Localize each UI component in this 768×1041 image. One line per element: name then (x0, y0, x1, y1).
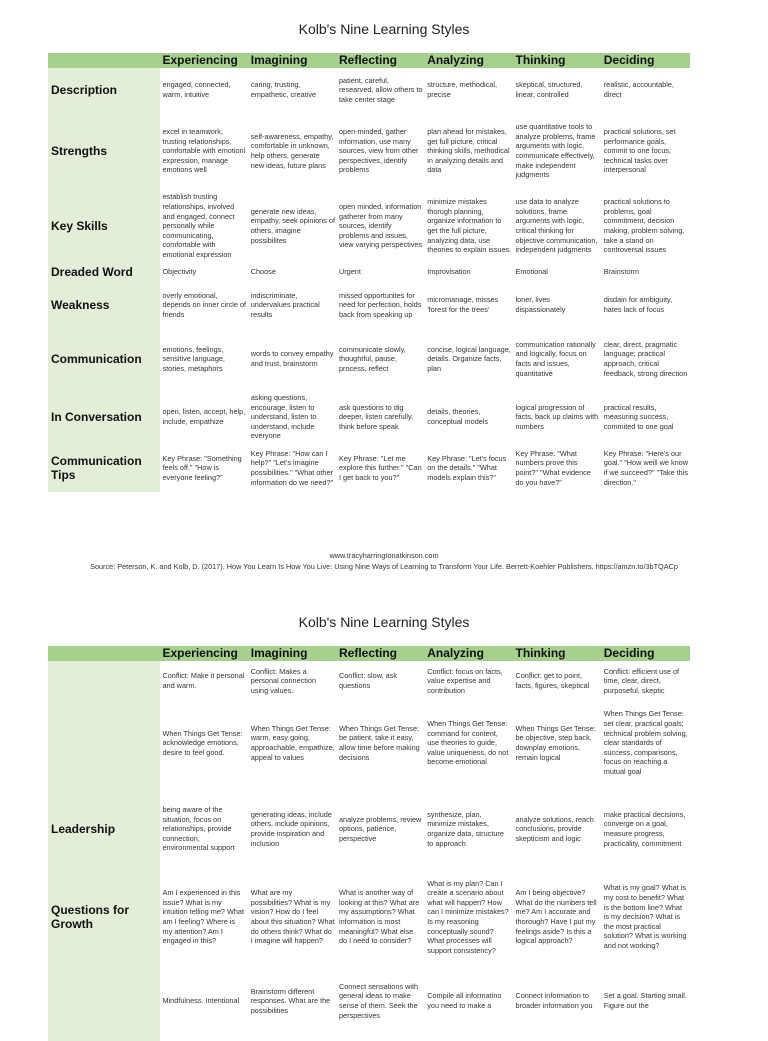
row-label-row-2 (48, 701, 160, 785)
table-cell: Connect sensations with general ideas to make sense of them. Seek the perspectives (338, 981, 419, 1020)
table-cell: make practical decisions, converge on a goal, measure progress, practicality, commitment (603, 809, 686, 848)
table-cell: open minded, information gatherer from many sources, identify problems and issues, view varying perspectives (338, 202, 423, 250)
table-cell: plan ahead for mistakes, get full picture, critical thinking skills, methodical in analyzing details and data (427, 127, 510, 175)
table-cell: generating ideas, include others, include opinions, provide inspiration and inclusion (250, 809, 332, 848)
row-label-leadership: Leadership (48, 785, 160, 873)
table-row (48, 390, 690, 444)
table-cell: generate new ideas, empathy, seek opinions of others, imagine possibilites (250, 206, 335, 245)
column-header-thinking: Thinking (513, 646, 601, 661)
table-cell: Set a goal. Starting small. Figure out the (603, 991, 687, 1010)
corner-cell (48, 646, 160, 661)
table-cell: When Things Get Tense: command for content, use theories to guide, value uniqueness, do not become emotional (427, 719, 509, 767)
table-cell: ask questions to dig deeper, listen carefully, think before speak (338, 402, 414, 431)
column-header-thinking: Thinking (513, 53, 601, 68)
table-cell: micromanage, misses 'forest for the trees' (427, 295, 499, 314)
table-cell: Urgent (338, 267, 361, 277)
table-cell: realistic, accountable, direct (603, 80, 674, 99)
table-cell: Improvisation (427, 267, 471, 277)
column-header-reflecting: Reflecting (337, 53, 425, 68)
source-citation: Source: Peterson, K. and Kolb, D. (2017). How You Learn Is How You Live: Using Nine Ways of Learning to Transform Your Life. Berrett-Koehler Publishers. https://amzn.to/3bTQACp (90, 562, 678, 571)
table-cell: What is my plan? Can I create a scenario about what will happen? How can I minimize mistakes? Is my reasoning conceptually sound? What processes will support consistency? (427, 878, 509, 955)
table-cell: What is another way of looking at this? What are my assumptions? What information is most meaningful? What else do I need to consider? (338, 888, 420, 946)
table-cell: asking questions, encourage, listen to understand, listen to understand, include everyone (250, 393, 317, 441)
table-cell: Key Phrase: "Here's our goal." "How weill we know if we succeed?" "Take this direction." (603, 448, 689, 487)
column-header-experiencing: Experiencing (160, 53, 248, 68)
table-cell: loner, lives dispassionately (515, 295, 566, 314)
table-row (48, 112, 690, 190)
column-header-deciding: Deciding (602, 646, 690, 661)
row-label-in-conversation: In Conversation (48, 390, 160, 444)
header-row (48, 646, 690, 661)
table-cell: Brainstorm different responses. What are the possibilities (250, 986, 331, 1015)
table-cell: self-awareness, empathy, comfortable in unknown, help others, generate new ideas, future plans (250, 131, 334, 170)
table-cell: When Things Get Tense: be patient, take it easy, allow time before making decisions (338, 723, 420, 762)
table-row (48, 785, 690, 873)
table-cell: Key Phrase: "Something feels off." "How is everyone feeling?" (162, 453, 242, 482)
table-cell: Objectivity (162, 267, 197, 277)
table-row (48, 961, 690, 1041)
table-cell: indiscriminate, undervalues practical results (250, 290, 320, 319)
table-cell: Key Phrase: "Let's focus on the details." "What models explain this?" (427, 453, 507, 482)
table-cell: being aware of the situation, focus on relationships, provide connection, environmental support (162, 805, 235, 853)
table-cell: practical solutions, set performance goals, commit to one focus, technical tasks over interpersonal (603, 127, 676, 175)
table-row (48, 328, 690, 390)
row-label-row-5 (48, 961, 160, 1041)
row-label-communication-tips: Communication Tips (48, 444, 160, 492)
table-row (48, 873, 690, 961)
table-cell: logical progression of facts, back up claims with numbers (515, 402, 599, 431)
learning-styles-table (48, 646, 690, 1041)
table-row (48, 701, 690, 785)
table-cell: skeptical, structured, linear, controlled (515, 80, 583, 99)
table-cell: analyze problems, review options, patience, perspective (338, 814, 422, 843)
row-label-row-1 (48, 661, 160, 701)
column-header-imagining: Imagining (249, 646, 337, 661)
table-cell: structure, methodical, precise (427, 80, 497, 99)
table-cell: Key Phrase: "What numbers prove this point?" "What evidence do you have?" (515, 448, 591, 487)
column-header-reflecting: Reflecting (337, 646, 425, 661)
table-cell: caring, trusting, empathetic, creative (250, 80, 317, 99)
table-cell: Conflict: efficient use of time, clear, direct, purposeful, skeptic (603, 666, 680, 695)
table-row (48, 444, 690, 492)
row-label-questions-for-growth: Questions for Growth (48, 873, 160, 961)
table-cell: Key Phrase: "How can I help?" "Let's imagine possibilities." "What other information do we need?" (250, 448, 334, 487)
source-url: www.tracyharringtonatkinson.com (329, 551, 439, 560)
column-header-deciding: Deciding (602, 53, 690, 68)
table-cell: Conflict: slow, ask questions (338, 671, 397, 690)
table-cell: open, listen, accept, help, include, empathize (162, 407, 246, 426)
table-cell: Conflict: Make it personal and warm. (162, 671, 245, 690)
table-cell: use data to analyze solutions, frame arguments with logic, critical thinking for objective communication, independent judgments (515, 197, 598, 255)
row-label-description: Description (48, 68, 160, 112)
table-cell: When Things Get Tense: set clear, practical goals; technical problem solving, clear standards of success, comparisons, focus on reaching a mutual goal (603, 709, 688, 776)
table-row (48, 190, 690, 262)
table-cell: Connect information to broader information you (515, 991, 593, 1010)
table-cell: Brainstorm (603, 267, 640, 277)
table-cell: synthesize, plan, minimize mistakes, organize data, structure to approach (427, 809, 504, 848)
table-cell: communication rationally and logically, focus on facts and issues, quantitative (515, 339, 596, 378)
table-cell: establish trusting relationships, involved and engaged, connect personally while communicating, comfortable with emotional expression (162, 192, 235, 259)
table-cell: engaged, connected, warm, intuitive (162, 80, 231, 99)
table-cell: clear, direct, pragmatic language; practical approach, critical feedback, strong direction (603, 339, 688, 378)
page-title: Kolb's Nine Learning Styles (298, 614, 470, 630)
row-label-communication: Communication (48, 328, 160, 390)
header-row (48, 53, 690, 68)
table-cell: concise, logical language, details. Organize facts, plan (427, 344, 511, 373)
table-row (48, 282, 690, 328)
table-cell: excel in teamwork, trusting relationships, comfortable with emotionl expression, manage emotions well (162, 127, 246, 175)
learning-styles-table (48, 53, 690, 492)
table-cell: overly emotional, depends on inner circle of friends (162, 290, 247, 319)
table-cell: missed opportunites for need for perfection, holds back from speaking up (338, 290, 422, 319)
table-cell: Conflict: Makes a personal connection using values. (250, 666, 317, 695)
table-cell: open-minded, gather information, use many sources, view from other perspectives, identify problems (338, 127, 419, 175)
table-cell: Mindfulness. Intentional (162, 996, 240, 1006)
corner-cell (48, 53, 160, 68)
table-cell: Am I experienced in this issue? What is my intuition telling me? What am I feeling? Where is my attention? Am I engaged in this? (162, 888, 245, 946)
table-cell: Conflict: get to point, facts, figures, skeptical (515, 671, 590, 690)
column-header-analyzing: Analyzing (425, 646, 513, 661)
row-label-key-skills: Key Skills (48, 190, 160, 262)
table-cell: When Things Get Tense: be objective, step back, downplay emotions, remain logical (515, 723, 596, 762)
table-row (48, 661, 690, 701)
column-header-imagining: Imagining (249, 53, 337, 68)
table-cell: Compile all informatino you need to make a (427, 991, 502, 1010)
table-cell: Key Phrase: "Let me explore this further." "Can I get back to you?" (338, 453, 422, 482)
row-label-strengths: Strengths (48, 112, 160, 190)
table-cell: What is my goal? What is my cost to benefit? What is the bottom line? What is my decision? What is the most practical solution? What is working and not working? (603, 883, 687, 950)
table-cell: use quantitative tools to analyze problems, frame arguments with logic, communicate effectively, make independent judgments (515, 122, 596, 180)
row-label-dreaded-word: Dreaded Word (48, 262, 160, 282)
row-label-weakness: Weakness (48, 282, 160, 328)
page-title: Kolb's Nine Learning Styles (298, 21, 470, 37)
table-row (48, 68, 690, 112)
table-cell: What are my possibilities? What is my vision? How do I feel about this situation? What do others think? What do I imagine will happen? (250, 888, 335, 946)
table-cell: Emotional (515, 267, 548, 277)
table-cell: Conflict: focus on facts, value expertise and contribution (427, 666, 503, 695)
table-cell: Am I being objective? What do the numbers tell me? Am I accurate and thorough? Have I put my feelings aside? Is this a logical approach? (515, 888, 597, 946)
table-cell: practical solutions to problems, goal commitment, decision making, problem solving, take a stand on controversal issues (603, 197, 685, 255)
table-cell: words to convey empathy and trust, brainstorm (250, 349, 334, 368)
table-cell: patient, careful, researved, allow others to take center stage (338, 75, 423, 104)
table-cell: disdain for ambiguity, hates lack of focus (603, 295, 673, 314)
table-cell: analyze solutions, reach conclusions, provide skepticism and logic (515, 814, 594, 843)
column-header-analyzing: Analyzing (425, 53, 513, 68)
table-row (48, 262, 690, 282)
table-cell: Choose (250, 267, 276, 277)
table-cell: When Things Get Tense: acknowledge emotions, desire to feel good. (162, 728, 243, 757)
table-cell: When Things Get Tense: warm, easy going, approachable, empathize, appeal to values (250, 723, 335, 762)
table-cell: minimize mistakes thorugh planning, organize information to get the full picture, analyzing data, use theories to explain issues. (427, 197, 512, 255)
column-header-experiencing: Experiencing (160, 646, 248, 661)
table-cell: communicate slowly, thoughtful, pause, process, reflect (338, 344, 406, 373)
table-cell: details, theories, conceptual models (427, 407, 489, 426)
table-cell: emotions, feelings, sensitive language, stories, metaphors (162, 344, 225, 373)
table-cell: practical results, measuring success, commited to one goal (603, 402, 674, 431)
